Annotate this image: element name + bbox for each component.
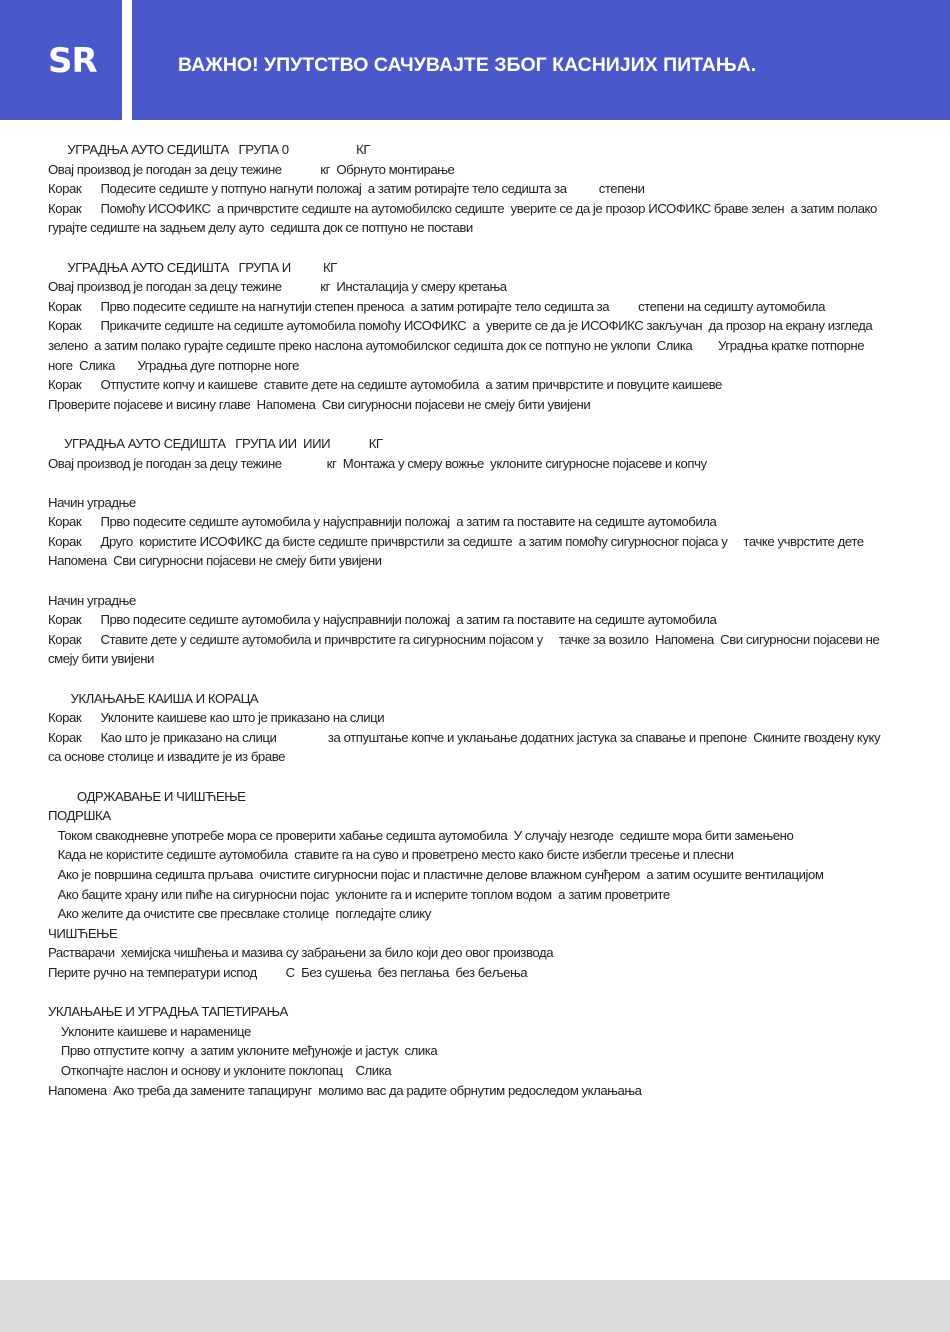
text-line: ноге Слика Уградња дуге потпорне ноге — [48, 357, 299, 373]
text-line: Проверите појасеве и висину главе Напомена Сви сигурносни појасеви не смеју бити увијени — [48, 396, 591, 412]
text-line: Уклоните каишеве и нараменице — [48, 1023, 251, 1039]
text-line: УГРАДЊА АУТО СЕДИШТА ГРУПА И КГ — [48, 259, 337, 275]
text-line: Овај производ је погодан за децу тежине кг Обрнуто монтирање — [48, 161, 455, 177]
text-line: Корак Прво подесите седиште на нагнутији степен преноса а затим ротирајте тело седишта за степени на седишту аутомобила — [48, 298, 825, 314]
blank-line — [48, 473, 908, 493]
text-line: ЧИШЋЕЊЕ — [48, 925, 118, 941]
text-line: Корак Прикачите седиште на седиште аутомобила помоћу ИСОФИКС а уверите се да је ИСОФИКС закључан да прозор на екрану изгледа — [48, 318, 873, 334]
text-line: Начин уградње — [48, 592, 136, 608]
instructions-body — [48, 140, 908, 1100]
text-line: Напомена Сви сигурносни појасеви не смеју бити увијени — [48, 553, 382, 569]
blank-line — [48, 983, 908, 1003]
text-line: Корак Ставите дете у седиште аутомобила и причврстите га сигурносним појасом у тачке за возило Напомена Сви сигурносни појасеви не — [48, 631, 880, 647]
text-line: УКЛАЊАЊЕ И УГРАДЊА ТАПЕТИРАЊА — [48, 1004, 288, 1020]
text-line: Корак Отпустите копчу и каишеве ставите дете на седиште аутомобила а затим причврстите и повуците каишеве — [48, 377, 722, 393]
text-line: Корак Као што је приказано на слици за отпуштање копче и уклањање додатних јастука за спавање и препоне Скините гвоздену куку — [48, 729, 881, 745]
text-line: Корак Помоћу ИСОФИКС а причврстите седиште на аутомобилско седиште уверите се да је прозор ИСОФИКС браве зелен а затим полако — [48, 200, 877, 216]
text-line: Када не користите седиште аутомобила ставите га на суво и проветрено место како бисте избегли тресење и плесни — [48, 847, 734, 863]
text-line: Растварачи хемијска чишћења и мазива су забрањени за било који део овог производа — [48, 945, 554, 961]
text-line: Корак Друго користите ИСОФИКС да бисте седиште причврстили за седиште а затим помоћу сигурносног појаса у тачке учврстите дете — [48, 533, 864, 549]
text-line: Ако је површина седишта прљава очистите сигурносни појас и пластичне делове влажном сунђером а затим осушите вентилацијом — [48, 866, 824, 882]
title-banner — [132, 0, 950, 120]
text-line: Корак Прво подесите седиште аутомобила у најусправнији положај а затим га поставите на седиште аутомобила — [48, 612, 717, 628]
text-line: Овај производ је погодан за децу тежине кг Инсталација у смеру кретања — [48, 279, 507, 295]
page-header — [0, 0, 950, 120]
text-line: гурајте седиште на задњем делу ауто седишта док се потпуно не постави — [48, 220, 473, 236]
blank-line — [48, 669, 908, 689]
page-title: ВАЖНО! УПУТСТВО САЧУВАЈТЕ ЗБОГ КАСНИЈИХ ПИТАЊА. — [178, 54, 757, 76]
text-line: Корак Подесите седиште у потпуно нагнути положај а затим ротирајте тело седишта за степени — [48, 181, 645, 197]
text-line: зелено а затим полако гурајте седиште преко наслона аутомобилског седишта док се потпуно не уклопи Слика Уградња кратке потпорне — [48, 337, 865, 353]
text-line: Прво отпустите копчу а затим уклоните међуножје и јастук слика — [48, 1043, 438, 1059]
text-line: УКЛАЊАЊЕ КАИША И КОРАЦА — [48, 690, 259, 706]
blank-line — [48, 767, 908, 787]
text-line: смеју бити увијени — [48, 651, 154, 667]
footer-band — [0, 1280, 950, 1332]
text-line: Начин уградње — [48, 494, 136, 510]
text-line: Током свакодневне употребе мора се проверити хабање седишта аутомобила У случају незгоде седиште мора бити замењено — [48, 827, 794, 843]
text-line: Ако желите да очистите све пресвлаке столице погледајте слику — [48, 906, 431, 922]
text-line: са основе столице и извадите је из браве — [48, 749, 285, 765]
text-line: Перите ручно на температури испод С Без сушења без пеглања без бељења — [48, 964, 528, 980]
header-divider — [122, 0, 132, 120]
text-line: УГРАДЊА АУТО СЕДИШТА ГРУПА 0 КГ — [48, 142, 371, 157]
language-code: SR — [48, 41, 97, 81]
text-line: Откопчајте наслон и основу и уклоните поклопац Слика — [48, 1062, 392, 1078]
blank-line — [48, 414, 908, 434]
language-badge — [0, 0, 122, 120]
text-line: Корак Прво подесите седиште аутомобила у најусправнији положај а затим га поставите на седиште аутомобила — [48, 514, 717, 530]
text-line: УГРАДЊА АУТО СЕДИШТА ГРУПА ИИ ИИИ КГ — [48, 435, 383, 451]
blank-line — [48, 238, 908, 258]
blank-line — [48, 571, 908, 591]
text-line: Овај производ је погодан за децу тежине кг Монтажа у смеру вожње уклоните сигурносне појасеве и копчу — [48, 455, 707, 471]
text-line: ПОДРШКА — [48, 808, 111, 824]
text-line: ОДРЖАВАЊЕ И ЧИШЋЕЊЕ — [48, 788, 246, 804]
text-line: Ако баците храну или пиће на сигурносни појас уклоните га и исперите топлом водом а затим проветрите — [48, 886, 670, 902]
text-line: Напомена Ако треба да замените тапацирунг молимо вас да радите обрнутим редоследом уклањања — [48, 1082, 642, 1098]
text-line: Корак Уклоните каишеве као што је приказано на слици — [48, 710, 385, 726]
